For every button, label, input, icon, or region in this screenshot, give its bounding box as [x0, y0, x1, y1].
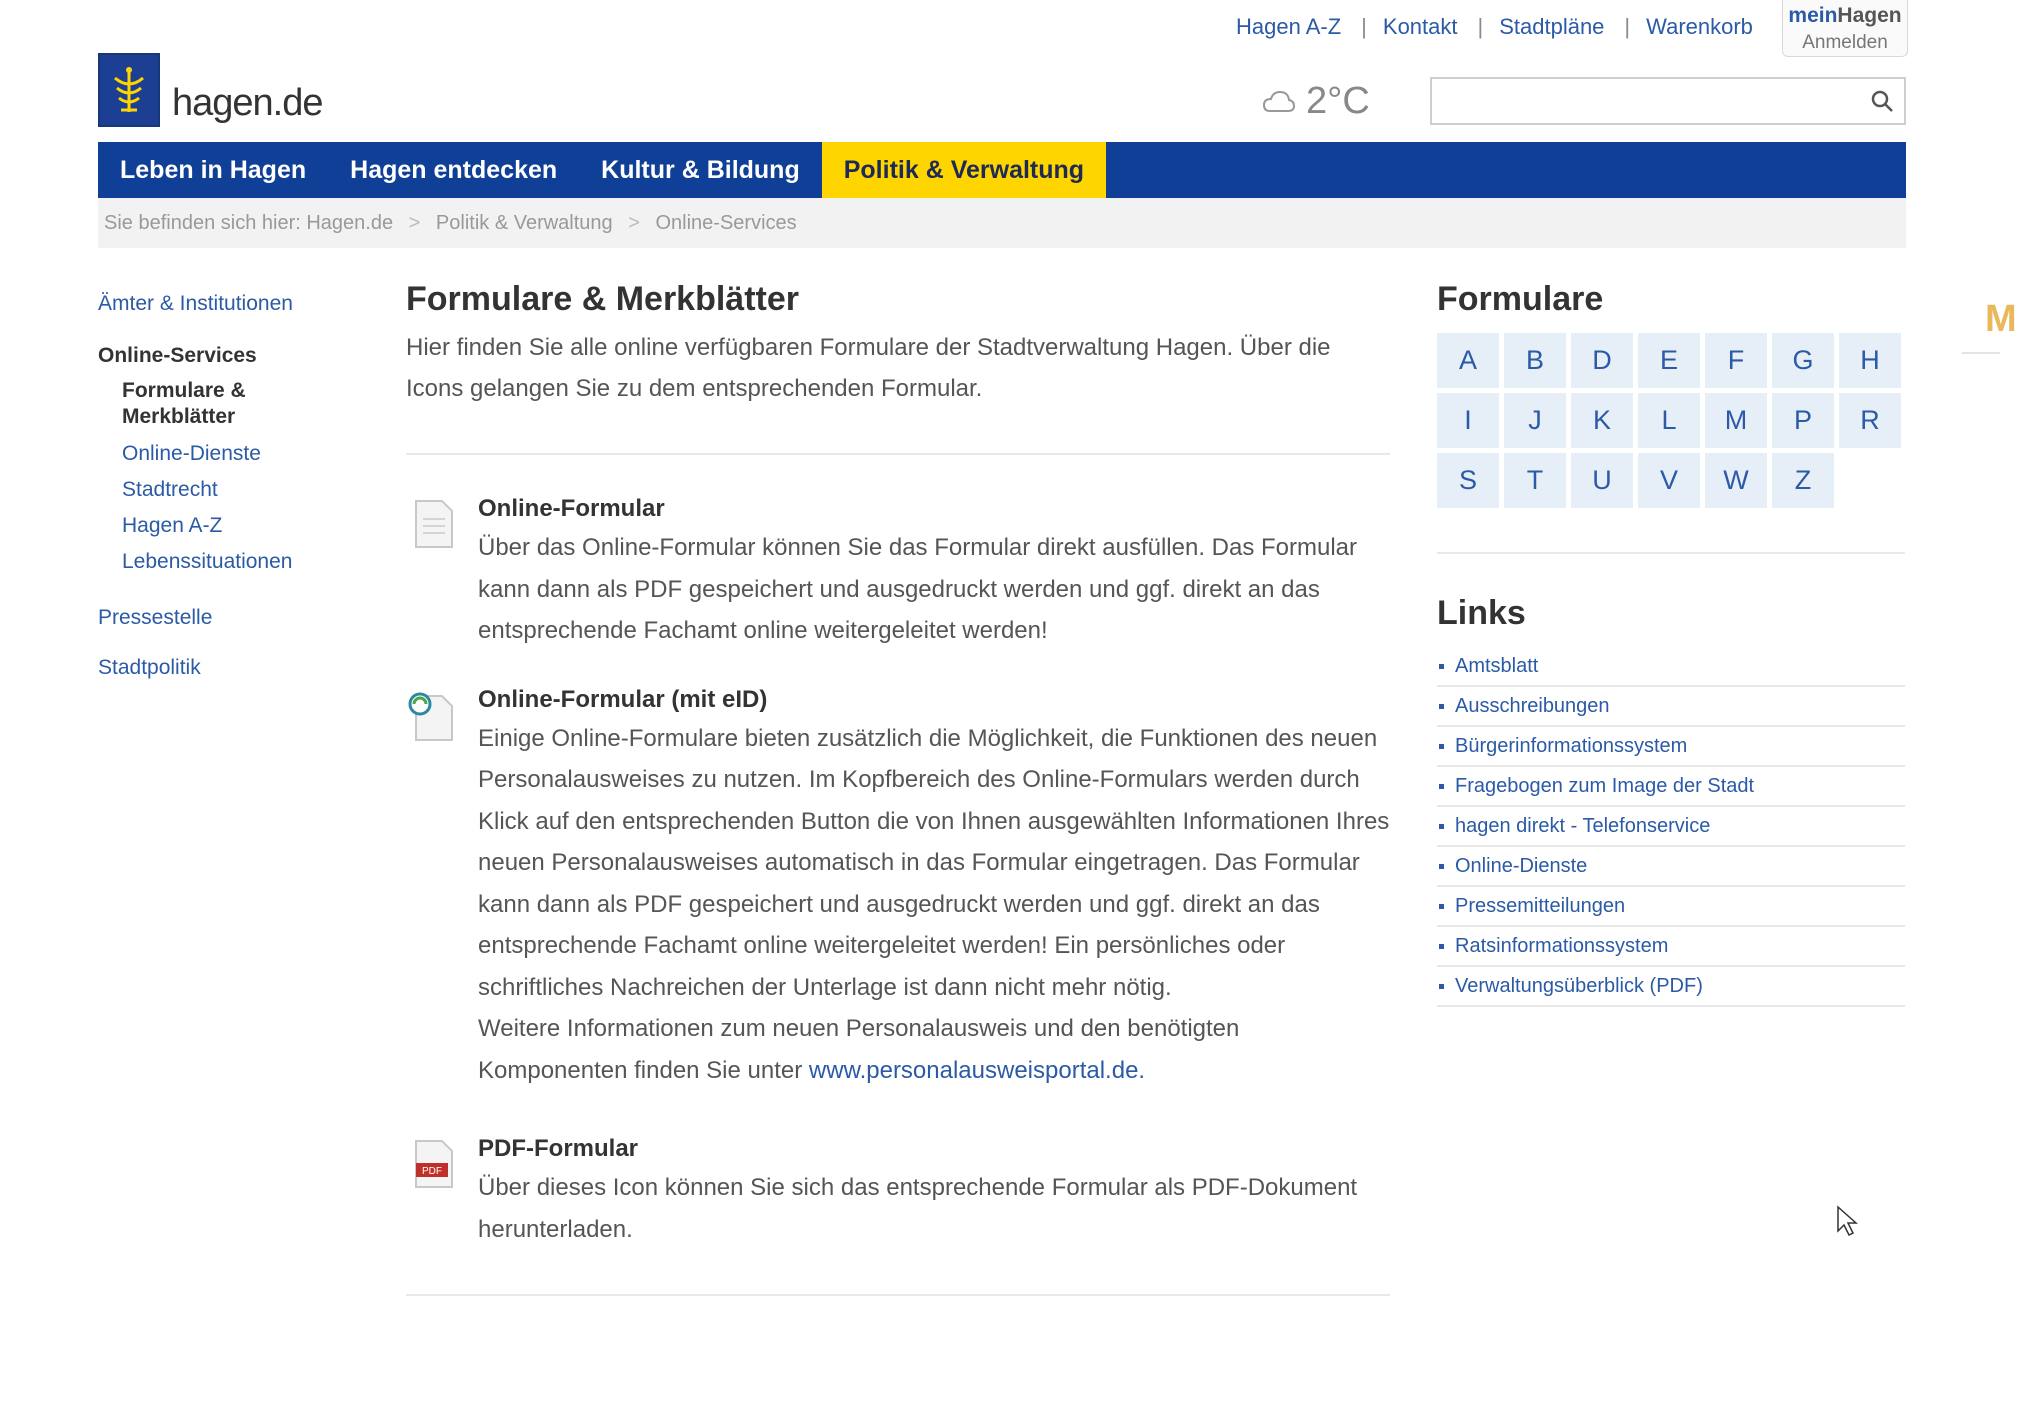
- search-input[interactable]: [1440, 79, 1864, 121]
- letter-u[interactable]: U: [1571, 453, 1633, 508]
- site-logo[interactable]: [98, 53, 323, 127]
- letter-g[interactable]: G: [1772, 333, 1834, 388]
- right-column: [1437, 280, 1905, 1023]
- edge-tab-label[interactable]: M: [1985, 298, 2017, 340]
- forms-title: Formulare: [1437, 280, 1604, 318]
- sidebar-item-online-dienste[interactable]: Online-Dienste: [122, 442, 261, 465]
- letter-i[interactable]: I: [1437, 393, 1499, 448]
- sidebar-item-stadtpolitik[interactable]: Stadtpolitik: [98, 656, 201, 679]
- link-amtsblatt[interactable]: Amtsblatt: [1437, 647, 1905, 687]
- mein-suffix: Hagen: [1837, 4, 1902, 27]
- document-icon: [414, 499, 454, 554]
- personalausweisportal-link[interactable]: www.personalausweisportal.de.: [808, 1056, 1146, 1084]
- eid-document-icon: [406, 690, 456, 747]
- edge-divider: [1962, 352, 2000, 354]
- section-title: Online-Formular: [478, 495, 665, 522]
- letter-f[interactable]: F: [1705, 333, 1767, 388]
- top-link-kontakt[interactable]: Kontakt: [1382, 14, 1458, 39]
- letter-b[interactable]: B: [1504, 333, 1566, 388]
- letter-k[interactable]: K: [1571, 393, 1633, 448]
- mein-prefix: mein: [1788, 4, 1838, 27]
- letter-h[interactable]: H: [1839, 333, 1901, 388]
- letter-p[interactable]: P: [1772, 393, 1834, 448]
- section-body: [478, 718, 1390, 1092]
- breadcrumb-home[interactable]: Sie befinden sich hier: Hagen.de: [104, 212, 394, 234]
- letter-e[interactable]: E: [1638, 333, 1700, 388]
- letter-index: [1437, 333, 1905, 508]
- svg-text:PDF: PDF: [422, 1166, 442, 1177]
- top-link-hagen-az[interactable]: Hagen A-Z: [1236, 14, 1342, 39]
- link-fragebogen[interactable]: Fragebogen zum Image der Stadt: [1437, 767, 1905, 807]
- section-pdf-formular: [406, 1135, 1390, 1250]
- section-online-formular: [406, 495, 1390, 652]
- breadcrumb-item[interactable]: Online-Services: [655, 212, 797, 234]
- top-links: [1236, 14, 1753, 40]
- link-ausschreibungen[interactable]: Ausschreibungen: [1437, 687, 1905, 727]
- link-buergerinformationssystem[interactable]: Bürgerinformationssystem: [1437, 727, 1905, 767]
- section-body: Über das Online-Formular können Sie das Formular direkt ausfüllen. Das Formular kann dann als PDF gespeichert und ausgedruckt werden und ggf. direkt an das entsprechende Fachamt online weitergeleitet werden!: [478, 534, 1358, 644]
- section-title: PDF-Formular: [478, 1135, 639, 1162]
- separator: |: [1477, 14, 1484, 39]
- divider: [1437, 552, 1905, 554]
- divider: [406, 453, 1390, 455]
- top-link-warenkorb[interactable]: Warenkorb: [1646, 14, 1753, 39]
- link-verwaltungsueberblick[interactable]: Verwaltungsüberblick (PDF): [1437, 967, 1905, 1007]
- letter-a[interactable]: A: [1437, 333, 1499, 388]
- link-ratsinformationssystem[interactable]: Ratsinformationssystem: [1437, 927, 1905, 967]
- breadcrumb: [98, 198, 1906, 248]
- sidebar: [98, 292, 358, 680]
- link-hagen-direkt[interactable]: hagen direkt - Telefonservice: [1437, 807, 1905, 847]
- letter-t[interactable]: T: [1504, 453, 1566, 508]
- main-content: [406, 280, 1390, 1296]
- sidebar-item-aemter[interactable]: Ämter & Institutionen: [98, 292, 293, 315]
- letter-j[interactable]: J: [1504, 393, 1566, 448]
- letter-r[interactable]: R: [1839, 393, 1901, 448]
- cloud-icon: [1262, 89, 1296, 115]
- search-box: [1430, 77, 1906, 125]
- weather-widget: [1262, 80, 1370, 123]
- nav-politik-verwaltung[interactable]: Politik & Verwaltung: [822, 142, 1106, 198]
- letter-l[interactable]: L: [1638, 393, 1700, 448]
- separator: |: [1361, 14, 1367, 39]
- nav-hagen-entdecken[interactable]: Hagen entdecken: [350, 156, 558, 184]
- mein-hagen-login[interactable]: [1782, 0, 1908, 57]
- sidebar-item-pressestelle[interactable]: Pressestelle: [98, 606, 213, 629]
- link-pressemitteilungen[interactable]: Pressemitteilungen: [1437, 887, 1905, 927]
- link-online-dienste[interactable]: Online-Dienste: [1437, 847, 1905, 887]
- separator: |: [1624, 14, 1631, 39]
- letter-v[interactable]: V: [1638, 453, 1700, 508]
- mein-hagen-label: [1783, 4, 1907, 28]
- letter-w[interactable]: W: [1705, 453, 1767, 508]
- letter-d[interactable]: D: [1571, 333, 1633, 388]
- links-list: [1437, 647, 1905, 1007]
- sidebar-item-hagen-az[interactable]: Hagen A-Z: [122, 514, 223, 537]
- search-icon[interactable]: [1870, 89, 1894, 118]
- temperature: 2°C: [1306, 80, 1370, 122]
- letter-m[interactable]: M: [1705, 393, 1767, 448]
- page-intro: Hier finden Sie alle online verfügbaren Formulare der Stadtverwaltung Hagen. Über die Icons gelangen Sie zu dem entsprechenden Formular.: [406, 334, 1331, 402]
- sidebar-item-online-services[interactable]: Online-Services: [98, 344, 257, 367]
- divider: [406, 1294, 1390, 1296]
- breadcrumb-item[interactable]: Politik & Verwaltung: [435, 212, 613, 234]
- main-nav: [98, 142, 1906, 198]
- mouse-cursor-icon: [1836, 1205, 1858, 1242]
- section-title: Online-Formular (mit eID): [478, 685, 768, 713]
- section-body: Über dieses Icon können Sie sich das entsprechende Formular als PDF-Dokument herunterladen.: [478, 1174, 1358, 1243]
- sidebar-item-lebenssituationen[interactable]: Lebenssituationen: [122, 550, 293, 573]
- login-link[interactable]: Anmelden: [1802, 32, 1888, 53]
- section-online-formular-eid: [406, 686, 1390, 1092]
- sidebar-item-formulare[interactable]: Formulare & Merkblätter: [122, 379, 246, 428]
- nav-kultur-bildung[interactable]: Kultur & Bildung: [601, 156, 800, 184]
- top-link-stadtplaene[interactable]: Stadtpläne: [1499, 14, 1605, 39]
- logo-text: hagen.de: [172, 82, 323, 124]
- links-title: Links: [1437, 594, 1526, 632]
- city-crest-icon: [98, 53, 160, 127]
- section-extra-text: Weitere Informationen zum neuen Personalausweis und den benötigten Komponenten finden Sie unter: [478, 1015, 1240, 1084]
- breadcrumb-separator: >: [628, 212, 640, 234]
- nav-leben-in-hagen[interactable]: Leben in Hagen: [120, 156, 307, 184]
- section-body-text: Einige Online-Formulare bieten zusätzlich die Möglichkeit, die Funktionen des neuen Personalausweises zu nutzen. Im Kopfbereich des Online-Formulars werden durch Klick auf den entsprechenden Button die von Ihnen ausgewählten Informationen Ihres neuen Personalausweises automatisch in das Formular eingetragen. Das Formular kann dann als PDF gespeichert und ausgedruckt werden und ggf. direkt an das entsprechende Fachamt online weitergeleitet werden! Ein persönliches oder schriftliches Nachreichen der Unterlage ist dann nicht mehr nötig.: [478, 724, 1390, 1001]
- page-title: Formulare & Merkblätter: [406, 280, 799, 318]
- pdf-icon: [414, 1139, 454, 1194]
- breadcrumb-separator: >: [408, 212, 421, 234]
- letter-z[interactable]: Z: [1772, 453, 1834, 508]
- letter-s[interactable]: S: [1437, 453, 1499, 508]
- sidebar-item-stadtrecht[interactable]: Stadtrecht: [122, 478, 218, 501]
